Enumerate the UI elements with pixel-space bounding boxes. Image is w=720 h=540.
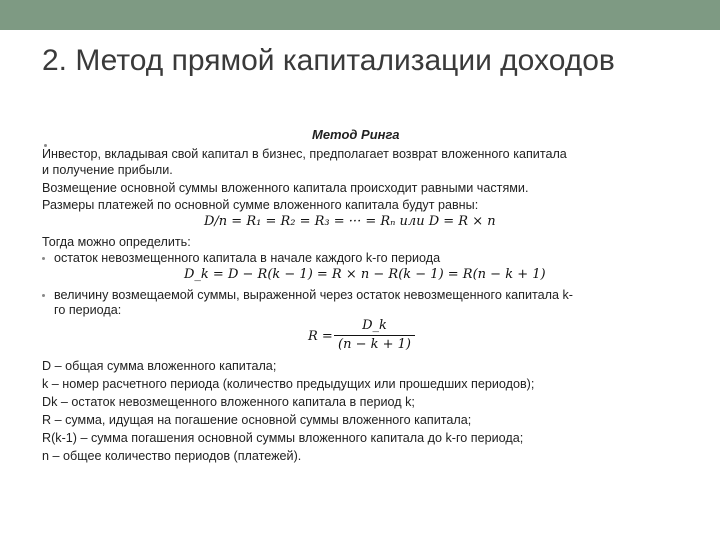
fraction-numerator: D_k: [362, 318, 387, 333]
investor-line-2: и получение прибыли.: [42, 163, 173, 177]
formula-r-fraction: [334, 318, 415, 353]
bullet-dot-1: [42, 257, 45, 260]
bullet-repaid-amount-line-1: величину возмещаемой суммы, выраженной через остаток невозмещенного капитала k-: [54, 288, 573, 302]
payments-line: Размеры платежей по основной сумме вложенного капитала будут равны:: [42, 198, 479, 212]
slide-title: 2. Метод прямой капитализации доходов: [42, 44, 615, 77]
formula-equal-payments: D/n = R₁ = R₂ = R₃ = ··· = Rₙ или D = R × n: [204, 214, 496, 229]
definition-R: R – сумма, идущая на погашение основной суммы вложенного капитала;: [42, 413, 472, 427]
bullet-dot-2: [42, 294, 45, 297]
definition-n: n – общее количество периодов (платежей).: [42, 449, 302, 463]
investor-line-1: Инвестор, вкладывая свой капитал в бизнес, предполагает возврат вложенного капитала: [42, 147, 567, 161]
then-line: Тогда можно определить:: [42, 235, 191, 249]
repayment-line: Возмещение основной суммы вложенного капитала происходит равными частями.: [42, 181, 529, 195]
formula-r-lhs: R =: [308, 329, 333, 344]
definition-k: k – номер расчетного периода (количество предыдущих или прошедших периодов);: [42, 377, 535, 391]
fraction-denominator: (n − k + 1): [338, 337, 411, 352]
fraction-bar: [334, 335, 415, 336]
bullet-repaid-amount-line-2: го периода:: [54, 303, 122, 317]
bullet-remaining-capital: остаток невозмещенного капитала в начале каждого k-го периода: [54, 251, 441, 265]
formula-remaining-capital: D_k = D − R(k − 1) = R × n − R(k − 1) = R(n − k + 1): [184, 267, 546, 282]
definition-Rk1: R(k-1) – сумма погашения основной суммы вложенного капитала до k-го периода;: [42, 431, 524, 445]
top-band: [0, 0, 720, 30]
method-title: Метод Ринга: [312, 127, 400, 142]
definition-Dk: Dk – остаток невозмещенного вложенного капитала в период k;: [42, 395, 415, 409]
definition-D: D – общая сумма вложенного капитала;: [42, 359, 277, 373]
